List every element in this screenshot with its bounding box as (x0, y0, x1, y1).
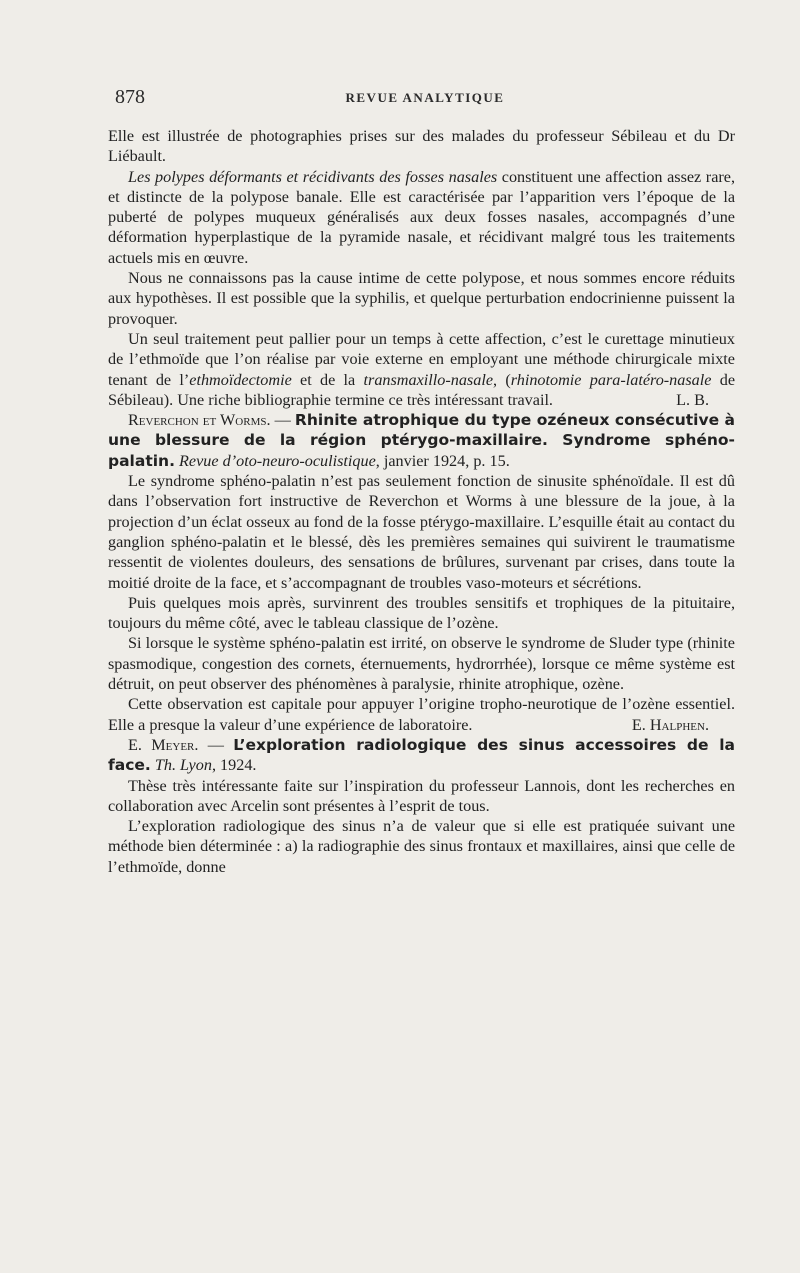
review2-heading (108, 410, 735, 471)
review1-p4-term1: ethmoïdectomie (189, 370, 292, 389)
review2-reference: , janvier 1924, p. 15. (375, 451, 510, 470)
review2-p4-text: Cette observation est capitale pour appuyer l’origine tropho-neurotique de l’ozène essentiel. Elle a presque la valeur d’une expérience de laboratoire. (108, 695, 735, 734)
review1-paragraph-2 (108, 167, 735, 268)
review1-p4-term3: rhinotomie para-latéro-nasale (510, 370, 712, 389)
review2-authors: Reverchon et Worms. (128, 411, 271, 430)
page-header (115, 86, 735, 110)
review3-paragraph-1: Thèse très intéressante faite sur l’inspiration du professeur Lannois, dont les recherches en collaboration avec Arcelin sont présentes à l’esprit de tous. (108, 776, 735, 815)
review1-p4-d: de Sébileau). Une riche bibliographie termine ce très intéressant travail. (108, 370, 736, 409)
review1-paragraph-3: Nous ne connaissons pas la cause intime de cette polypose, et nous sommes encore réduits aux hypothèses. Il est possible que la syphilis, et quelque perturbation endocrinienne puissent la provoquer. (108, 269, 735, 328)
review2-journal: Revue d’oto-neuro-oculistique (179, 451, 376, 470)
review2-dash: — (270, 411, 295, 430)
review1-paragraph-2-text: constituent une affection assez rare, et distincte de la polypose banale. Elle est caractérisée par l’apparition vers l’époque de la puberté de polypes muqueux généralisés aux deux fosses nasales, accompagnés d’une déformation hyperplastique de la pyramide nasale, et récidivant malgré tous les traitements actuels mis en œuvre. (108, 167, 736, 267)
review1-paragraph-4 (108, 329, 735, 410)
review3-reference: , 1924. (211, 756, 257, 775)
review2-paragraph-3: Si lorsque le système sphéno-palatin est irrité, on observe le syndrome de Sluder type (rhinite spasmodique, congestion des cornets, éternuements, hydrorrhée), lorsque ce même système est détruit, on peut observer des phénomènes à paralysie, rhinite atrophique, ozène. (108, 634, 735, 694)
review3-authors: E. Meyer. (128, 735, 199, 754)
body-text (108, 126, 735, 877)
review1-signature: L. B. (676, 390, 709, 409)
review2-signature: E. Halphen. (631, 715, 709, 734)
review1-subject-title: Les polypes déformants et récidivants des fosses nasales (128, 167, 498, 186)
review1-p4-term2: transmaxillo-nasale (363, 370, 494, 389)
running-title: REVUE ANALYTIQUE (345, 90, 505, 105)
review3-paragraph-2: L’exploration radiologique des sinus n’a de valeur que si elle est pratiquée suivant une méthode bien déterminée : a) la radiographie des sinus frontaux et maxillaires, ainsi que celle de l’ethmoïde, donne (108, 817, 735, 876)
review1-paragraph-1: Elle est illustrée de photographies prises sur des malades du professeur Sébileau et du Dr Liébault. (108, 127, 735, 166)
review1-p4-b: et de la (291, 370, 364, 389)
review2-title: Rhinite atrophique du type ozéneux consécutive à une blessure de la région ptérygo-maxillaire. Syndrome sphéno-palatin. (108, 411, 735, 470)
review3-heading (108, 735, 735, 776)
review1-p4-a: Un seul traitement peut pallier pour un temps à cette affection, c’est le curettage minutieux de l’ethmoïde que l’on réalise par voie externe en employant une méthode chirurgicale mixte tenant de l’ (108, 329, 735, 389)
review3-dash: — (198, 735, 234, 754)
review3-title: L’exploration radiologique des sinus accessoires de la face. (108, 735, 735, 775)
review2-paragraph-2: Puis quelques mois après, survinrent des troubles sensitifs et trophiques de la pituitaire, toujours du même côté, avec le tableau classique de l’ozène. (108, 593, 735, 633)
page-number: 878 (115, 86, 145, 108)
review1-p4-c: , ( (493, 370, 511, 389)
review2-paragraph-4 (108, 694, 735, 735)
review3-journal: Th. Lyon (154, 756, 212, 775)
review2-paragraph-1: Le syndrome sphéno-palatin n’est pas seulement fonction de sinusite sphénoïdale. Il est dû dans l’observation fort instructive de Reverchon et Worms à une blessure de la joue, à la projection d’un éclat osseux au fond de la fosse ptérygo-maxillaire. L’esquille était au contact du ganglion sphéno-palatin et le blessé, dès les premières semaines qui suivirent le traumatisme ressentit de violentes douleurs, des sensations de brûlures, survenant par crises, dans toute la moitié droite de la face, et s’accompagnant de troubles vaso-moteurs et sécrétions. (108, 472, 735, 592)
